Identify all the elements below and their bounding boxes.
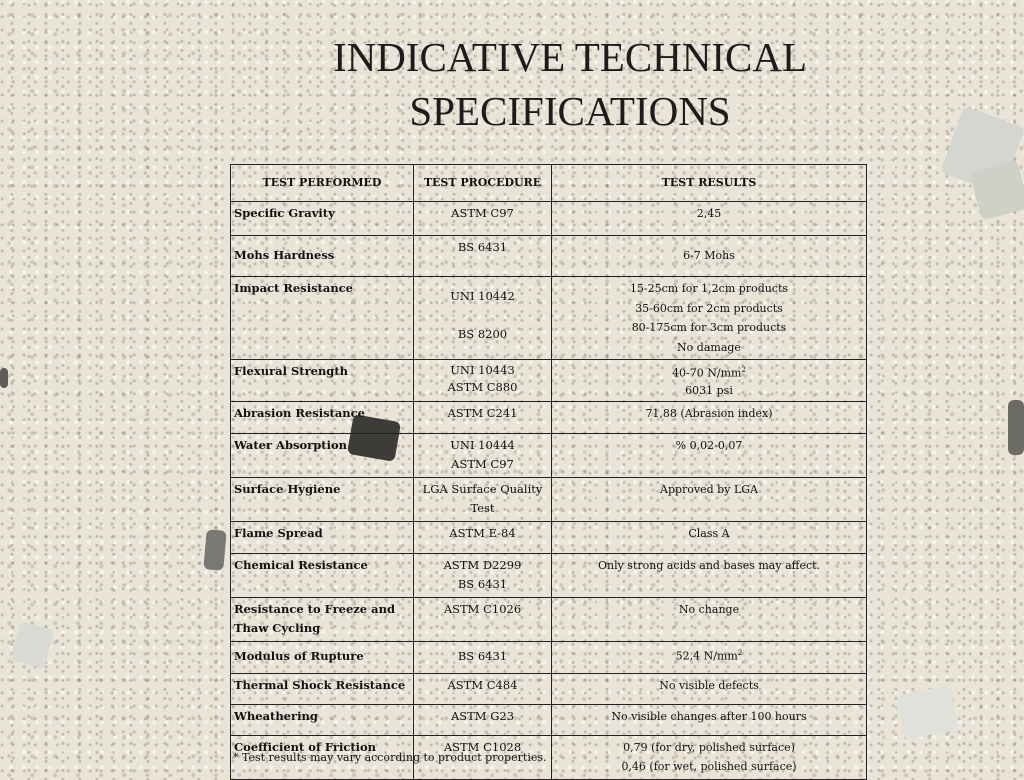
test-name: Mohs Hardness xyxy=(231,236,414,277)
test-procedure xyxy=(414,704,552,735)
test-name: Wheathering xyxy=(231,704,414,735)
test-procedure xyxy=(414,433,552,477)
procedure-line: UNI 10442 xyxy=(450,289,515,303)
column-header-test-performed: TEST PERFORMED xyxy=(231,165,414,202)
test-name: Water Absorption xyxy=(231,433,414,477)
test-name: Abrasion Resistance xyxy=(231,401,414,433)
test-result xyxy=(552,553,867,597)
test-result xyxy=(552,597,867,641)
table-row xyxy=(231,433,867,477)
result-line: % 0,02-0,07 xyxy=(675,438,743,452)
result-line: No damage xyxy=(677,340,741,354)
procedure-line: ASTM G23 xyxy=(450,708,515,723)
superscript: 2 xyxy=(737,648,743,657)
test-result xyxy=(552,202,867,236)
test-result xyxy=(552,277,867,360)
result-line: 6-7 Mohs xyxy=(683,249,735,263)
test-procedure xyxy=(414,401,552,433)
superscript: 2 xyxy=(741,366,746,374)
result-line: 80-175cm for 3cm products xyxy=(631,321,787,334)
table-row xyxy=(231,401,867,433)
procedure-line: ASTM C97 xyxy=(451,206,514,220)
procedure-line: BS 6431 xyxy=(457,649,508,664)
procedure-line: ASTM C97 xyxy=(451,457,514,472)
table-row xyxy=(231,202,867,236)
procedure-line: BS 6431 xyxy=(457,577,508,592)
decorative-stone-chip xyxy=(0,368,8,388)
test-procedure xyxy=(414,477,552,521)
test-name: Thermal Shock Resistance xyxy=(231,673,414,704)
test-result xyxy=(552,673,867,704)
test-result xyxy=(552,360,867,402)
test-name: Chemical Resistance xyxy=(231,553,414,597)
result-line: No visible defects xyxy=(659,678,759,692)
footnote: * Test results may vary according to product properties. xyxy=(233,751,547,764)
test-procedure xyxy=(414,202,552,236)
table-row xyxy=(231,553,867,597)
table-row xyxy=(231,704,867,735)
test-procedure xyxy=(414,597,552,641)
procedure-line: ASTM C1026 xyxy=(443,601,522,616)
procedure-line: BS 6431 xyxy=(457,240,508,254)
result-line: Only strong acids and bases may affect. xyxy=(597,558,821,572)
procedure-line: ASTM E-84 xyxy=(449,525,516,540)
result-line: 6031 psi xyxy=(685,383,733,397)
procedure-line: LGA Surface Quality xyxy=(422,481,543,496)
procedure-line: ASTM C1028 xyxy=(443,739,522,754)
test-result xyxy=(552,521,867,553)
result-line: 0,79 (for dry, polished surface) xyxy=(623,740,795,754)
test-procedure xyxy=(414,277,552,360)
test-procedure xyxy=(414,236,552,277)
test-name: Resistance to Freeze and Thaw Cycling xyxy=(231,597,414,641)
test-name: Flame Spread xyxy=(231,521,414,553)
result-line: Approved by LGA xyxy=(660,482,758,496)
test-result xyxy=(552,735,867,779)
test-name: Surface Hygiene xyxy=(231,477,414,521)
result-line: No change xyxy=(678,602,740,616)
procedure-line: ASTM C484 xyxy=(447,677,518,692)
result-value: 40-70 N/mm xyxy=(672,366,742,380)
test-procedure xyxy=(414,641,552,673)
procedure-line: ASTM C880 xyxy=(447,380,518,394)
result-line: 2,45 xyxy=(696,207,722,220)
test-result xyxy=(552,236,867,277)
title-line-2: SPECIFICATIONS xyxy=(409,88,731,134)
decorative-stone-chip xyxy=(897,686,959,740)
test-result xyxy=(552,704,867,735)
table-header-row xyxy=(231,165,867,202)
table-row xyxy=(231,641,867,673)
page-title xyxy=(240,30,900,138)
procedure-line: UNI 10444 xyxy=(450,437,515,452)
procedure-line: Test xyxy=(470,501,495,516)
test-procedure xyxy=(414,553,552,597)
test-result xyxy=(552,433,867,477)
title-line-1: INDICATIVE TECHNICAL xyxy=(332,34,808,80)
decorative-stone-chip xyxy=(1008,400,1024,455)
decorative-stone-chip xyxy=(10,621,54,669)
result-line xyxy=(555,644,863,666)
test-name: Modulus of Rupture xyxy=(231,641,414,673)
column-header-test-results: TEST RESULTS xyxy=(552,165,867,202)
table-row xyxy=(231,521,867,553)
result-value: 52,4 N/mm xyxy=(675,649,738,663)
table-row xyxy=(231,477,867,521)
result-line: 0,46 (for wet, polished surface) xyxy=(621,760,797,774)
result-line: 15-25cm for 1,2cm products xyxy=(629,282,789,295)
result-line: Class A xyxy=(688,526,730,540)
test-result xyxy=(552,477,867,521)
test-name: Specific Gravity xyxy=(231,202,414,236)
procedure-line: ASTM C241 xyxy=(447,405,518,420)
procedure-line: BS 8200 xyxy=(457,326,508,341)
test-procedure xyxy=(414,360,552,402)
column-header-test-procedure: TEST PROCEDURE xyxy=(414,165,552,202)
result-line: 35-60cm for 2cm products xyxy=(635,301,783,315)
table-row xyxy=(231,360,867,402)
test-name: Flexural Strength xyxy=(231,360,414,402)
test-result xyxy=(552,401,867,433)
test-name: Coefficient of Friction xyxy=(231,735,414,779)
table-row xyxy=(231,236,867,277)
procedure-line: UNI 10443 xyxy=(450,363,515,377)
result-line: 71,88 (Abrasion index) xyxy=(645,406,773,420)
result-line xyxy=(555,362,863,382)
table-row xyxy=(231,673,867,704)
test-name: Impact Resistance xyxy=(231,277,414,360)
test-procedure xyxy=(414,673,552,704)
procedure-line: ASTM D2299 xyxy=(443,557,522,572)
table-row xyxy=(231,597,867,641)
table-row xyxy=(231,277,867,360)
specifications-table xyxy=(230,164,867,780)
test-procedure xyxy=(414,521,552,553)
test-result xyxy=(552,641,867,673)
decorative-stone-chip xyxy=(203,529,226,571)
result-line: No visible changes after 100 hours xyxy=(611,709,807,723)
